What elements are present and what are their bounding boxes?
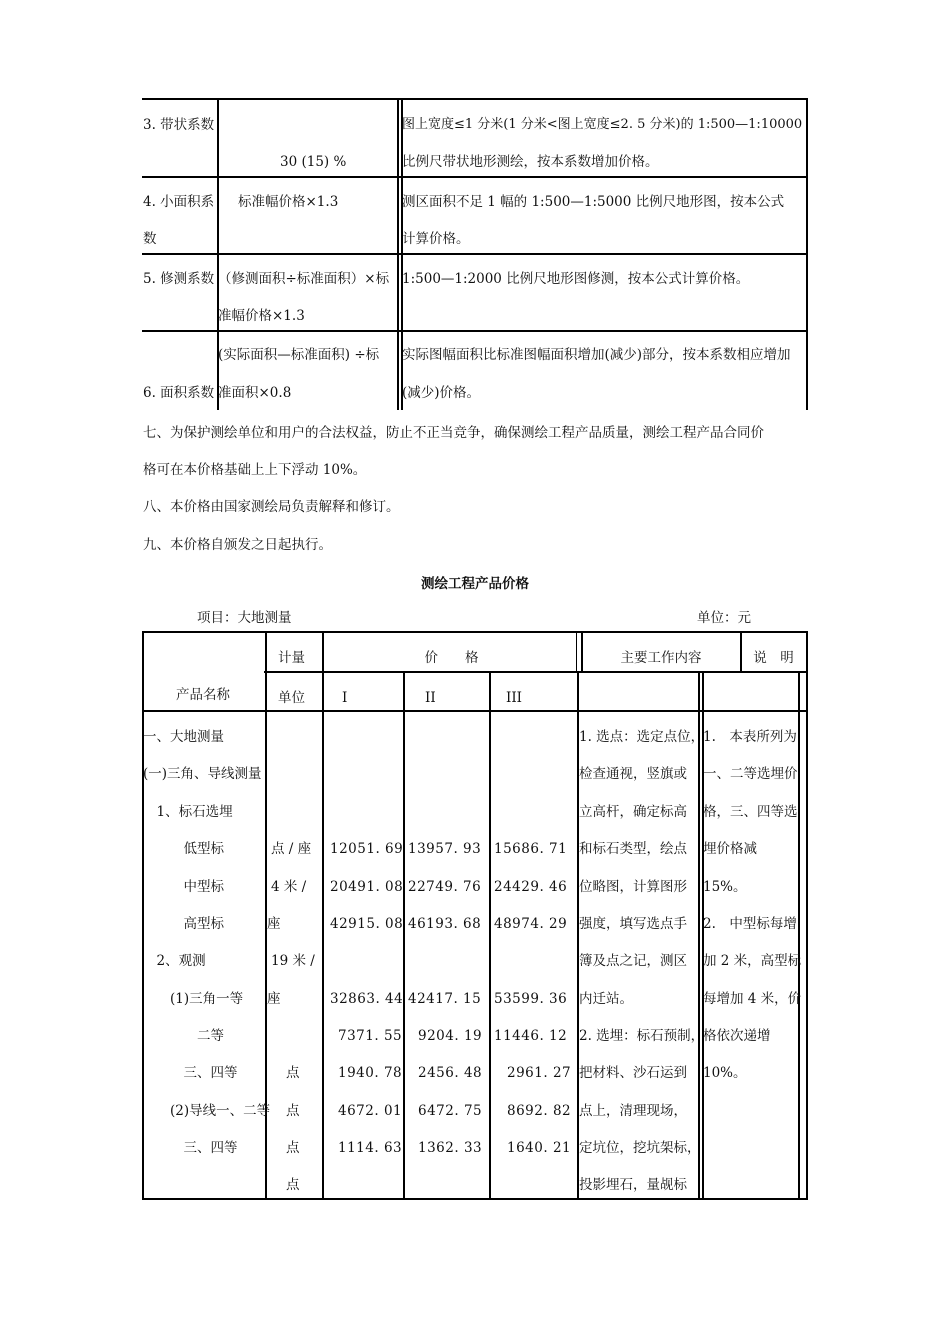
note-line: 格，三、四等选: [703, 804, 798, 820]
header-grade-3: III: [506, 690, 522, 706]
price-grade-1: 4672. 01: [338, 1103, 403, 1119]
price-grade-3: 2961. 27: [507, 1065, 572, 1081]
note-line: 一、二等选埋价: [703, 766, 798, 782]
price-grade-1: 1114. 63: [338, 1140, 403, 1156]
header-product: 产品名称: [176, 687, 230, 703]
price-grade-2: 42417. 15: [408, 991, 482, 1007]
unit-cell: 点 / 座: [271, 841, 312, 857]
work-line: 强度，填写选点手: [579, 916, 687, 932]
coef-formula-area-2: 准面积×0.8: [218, 385, 292, 401]
work-line: 定坑位，挖坑架标，: [579, 1140, 701, 1156]
coef-name-revise: 5. 修测系数: [143, 271, 215, 287]
header-note: 说 明: [753, 650, 794, 666]
note-line: 10%。: [703, 1065, 747, 1081]
product-name: 二等: [143, 1028, 224, 1044]
paragraph-9: 九、本价格自颁发之日起执行。: [143, 537, 332, 553]
work-line: 2. 选埋：标石预制，: [579, 1028, 705, 1044]
price-grade-1: 32863. 44: [330, 991, 404, 1007]
work-line: 内迁站。: [579, 991, 633, 1007]
header-work: 主要工作内容: [620, 650, 702, 666]
price-grade-1: 12051. 69: [330, 841, 404, 857]
work-line: 簿及点之记，测区: [579, 953, 687, 969]
product-name: 1、标石选埋: [143, 804, 233, 820]
price-grade-3: 1640. 21: [507, 1140, 572, 1156]
product-name: 中型标: [143, 879, 224, 895]
paragraph-7-line-2: 格可在本价格基础上上下浮动 10%。: [143, 462, 367, 478]
price-grade-3: 53599. 36: [494, 991, 568, 1007]
note-line: 格依次递增: [703, 1028, 771, 1044]
price-grade-2: 13957. 93: [408, 841, 482, 857]
coef-formula-small: 标准幅价格×1.3: [238, 194, 339, 210]
coef-name-small-1: 4. 小面积系: [143, 194, 215, 210]
price-grade-1: 1940. 78: [338, 1065, 403, 1081]
product-name: 一、大地测量: [143, 729, 224, 745]
project-label: 项目：大地测量: [197, 610, 292, 626]
unit-cell: 座: [267, 916, 281, 932]
unit-label: 单位：元: [697, 610, 751, 626]
coef-desc-band-2: 比例尺带状地形测绘，按本系数增加价格。: [402, 154, 659, 170]
unit-cell: 点: [286, 1065, 300, 1081]
coef-desc-small-2: 计算价格。: [402, 231, 470, 247]
work-line: 立高杆，确定标高: [579, 804, 687, 820]
product-name: 三、四等: [143, 1140, 238, 1156]
coef-formula-area-1: (实际面积—标准面积) ÷标: [218, 347, 380, 363]
note-line: 加 2 米，高型标: [703, 953, 802, 969]
unit-cell: 4 米 /: [271, 879, 307, 895]
header-measure: 计量: [278, 650, 305, 666]
coef-formula-revise-2: 准幅价格×1.3: [218, 308, 305, 324]
header-grade-1: I: [342, 690, 348, 706]
coef-formula-revise-1: （修测面积÷标准面积）×标: [218, 271, 390, 287]
product-name: 低型标: [143, 841, 224, 857]
header-unit: 单位: [278, 690, 305, 706]
price-grade-2: 2456. 48: [418, 1065, 483, 1081]
paragraph-7-line-1: 七、为保护测绘单位和用户的合法权益，防止不正当竞争，确保测绘工程产品质量，测绘工程产品合同价: [143, 425, 764, 441]
note-line: 每增加 4 米，价: [703, 991, 802, 1007]
price-grade-2: 22749. 76: [408, 879, 482, 895]
coef-desc-area-2: (减少)价格。: [402, 385, 481, 401]
price-grade-1: 42915. 08: [330, 916, 404, 932]
work-line: 点上，清理现场，: [579, 1103, 687, 1119]
product-name: (1)三角一等: [143, 991, 244, 1007]
price-grade-3: 48974. 29: [494, 916, 568, 932]
unit-cell: 座: [267, 991, 281, 1007]
section-title: 测绘工程产品价格: [421, 576, 529, 592]
price-grade-2: 46193. 68: [408, 916, 482, 932]
product-name: 三、四等: [143, 1065, 238, 1081]
coef-desc-band-1: 图上宽度≤1 分米(1 分米<图上宽度≤2. 5 分米)的 1:500—1:10000: [402, 117, 803, 132]
price-grade-2: 9204. 19: [418, 1028, 483, 1044]
product-name: 高型标: [143, 916, 224, 932]
work-line: 检查通视，竖旗或: [579, 766, 687, 782]
product-name: 2、观测: [143, 953, 206, 969]
work-line: 位略图，计算图形: [579, 879, 687, 895]
unit-cell: 19 米 /: [271, 953, 315, 969]
coef-name-small-2: 数: [143, 231, 157, 247]
work-line: 和标石类型，绘点: [579, 841, 687, 857]
coef-name-area: 6. 面积系数: [143, 385, 215, 401]
coef-desc-area-1: 实际图幅面积比标准图幅面积增加(减少)部分，按本系数相应增加: [402, 347, 791, 363]
note-line: 15%。: [703, 879, 747, 895]
price-grade-2: 6472. 75: [418, 1103, 483, 1119]
paragraph-8: 八、本价格由国家测绘局负责解释和修订。: [143, 499, 400, 515]
coef-name-band: 3. 带状系数: [143, 117, 215, 133]
coef-desc-small-1: 测区面积不足 1 幅的 1:500—1:5000 比例尺地形图，按本公式: [402, 194, 785, 210]
unit-cell: 点: [286, 1177, 300, 1193]
price-grade-3: 15686. 71: [494, 841, 568, 857]
unit-cell: 点: [286, 1140, 300, 1156]
price-grade-1: 20491. 08: [330, 879, 404, 895]
price-grade-3: 11446. 12: [494, 1028, 568, 1044]
header-price: 价 格: [424, 650, 479, 666]
price-grade-3: 8692. 82: [507, 1103, 572, 1119]
product-name: (一)三角、导线测量: [143, 766, 262, 782]
note-line: 2. 中型标每增: [703, 916, 797, 932]
header-grade-2: II: [425, 690, 436, 706]
unit-cell: 点: [286, 1103, 300, 1119]
work-line: 把材料、沙石运到: [579, 1065, 687, 1081]
work-line: 1. 选点：选定点位，: [579, 729, 705, 745]
coef-desc-revise: 1:500—1:2000 比例尺地形图修测，按本公式计算价格。: [402, 271, 750, 287]
product-name: (2)导线一、二等: [143, 1103, 271, 1119]
price-grade-3: 24429. 46: [494, 879, 568, 895]
price-grade-1: 7371. 55: [338, 1028, 403, 1044]
price-grade-2: 1362. 33: [418, 1140, 483, 1156]
coef-formula-band: 30 (15) %: [280, 154, 347, 170]
note-line: 埋价格减: [703, 841, 757, 857]
note-line: 1. 本表所列为: [703, 729, 797, 745]
work-line: 投影埋石，量觇标: [579, 1177, 687, 1193]
